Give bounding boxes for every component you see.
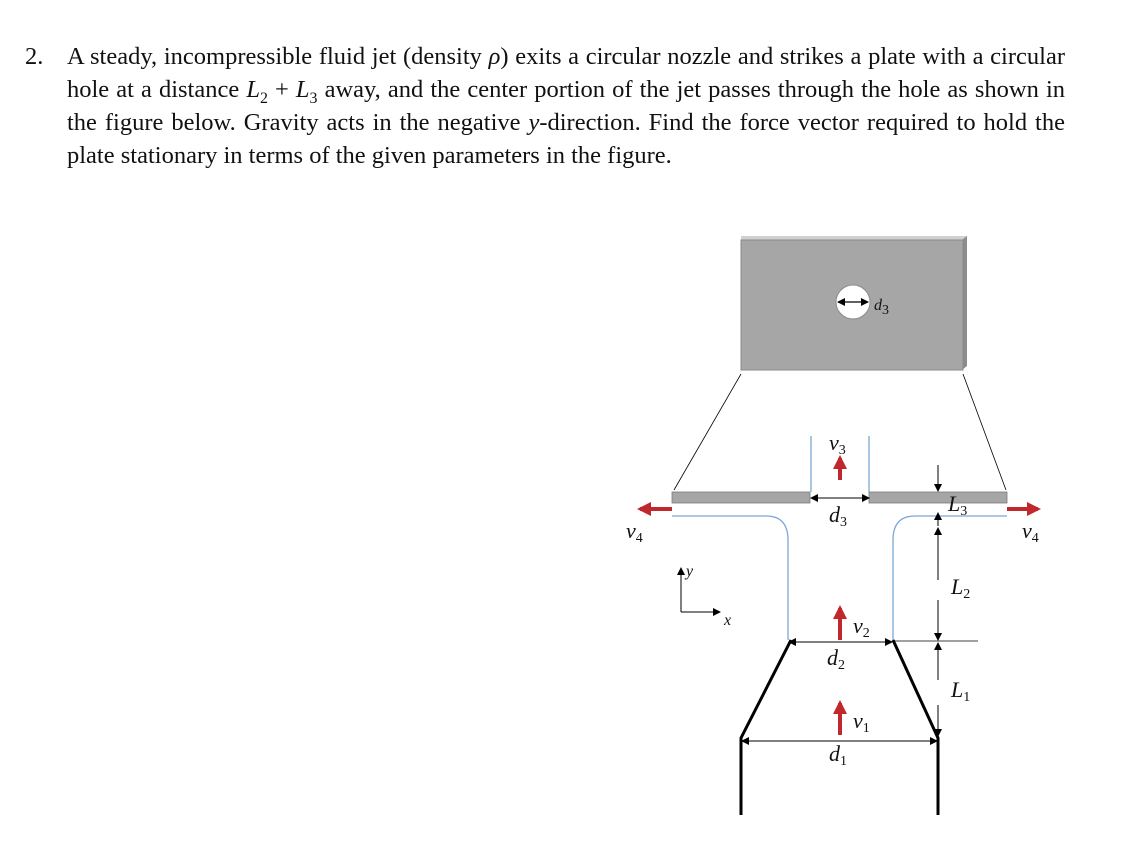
v4-right-label: v4: [1022, 518, 1039, 546]
plate-hole-label: d3: [874, 297, 889, 318]
perspective-line-right: [963, 374, 1006, 490]
plate-left-section: [672, 492, 810, 503]
problem-text: A steady, incompressible fluid jet (density ρ) exits a circular nozzle and strikes a plate with a circular hole at a distance $L_2 + L_3$ away, and the center portion of the jet passes through the hole as shown in the figure below. Gravity acts in the negative y-direction. Find the force vector required to hold the plate stationary in terms of the given parameters in the figure.: [67, 43, 1066, 169]
plate-perspective: [741, 236, 967, 370]
L2-label: L2: [951, 574, 971, 602]
d3-label: d3: [829, 502, 847, 530]
v2-label: v2: [853, 613, 870, 641]
v1-label: v1: [853, 708, 870, 736]
jet-boundary-right: [893, 516, 1007, 640]
y-axis-label: y: [686, 563, 694, 580]
nozzle-wall-left: [741, 640, 791, 815]
plate-right-section: [869, 492, 1007, 503]
v4-left-label: v4: [626, 518, 643, 546]
d1-label: d1: [829, 741, 847, 769]
v3-label: v3: [829, 430, 846, 458]
problem-number: 2.: [25, 43, 44, 70]
nozzle-wall-right: [893, 640, 938, 815]
L3-label: L3: [948, 491, 968, 519]
x-axis-label: x: [724, 612, 732, 629]
d2-label: d2: [827, 645, 845, 673]
perspective-line-left: [674, 374, 741, 490]
L1-label: L1: [951, 677, 971, 705]
